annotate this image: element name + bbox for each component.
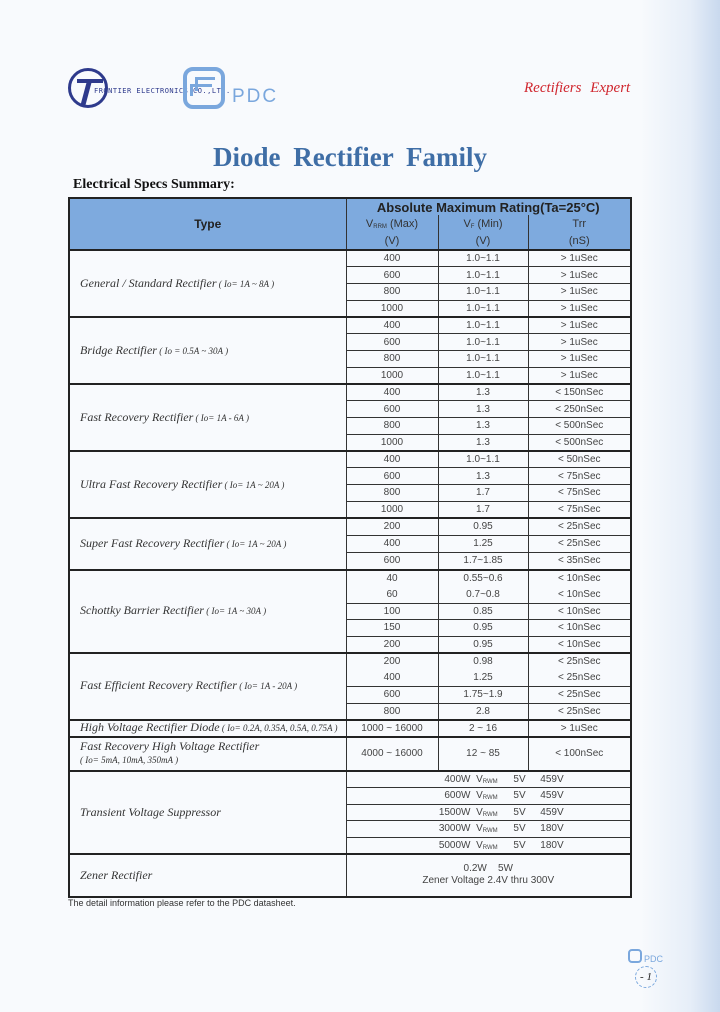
cell-vrrm: 400 (346, 317, 438, 334)
col-header-abs-max: Absolute Maximum Rating(Ta=25°C) (346, 198, 631, 215)
cell-trr: < 150nSec (528, 384, 631, 401)
cell-trr: > 1uSec (528, 351, 631, 368)
page-title: Diode Rectifier Family (213, 142, 487, 172)
cell-trr: < 50nSec (528, 451, 631, 468)
cell-vf: 0.85 (438, 603, 528, 620)
type-name: Fast Recovery Rectifier ( Io= 1A - 6A ) (69, 384, 346, 451)
cell-trr: > 1uSec (528, 250, 631, 267)
cell-vrrm: 400 (346, 535, 438, 552)
cell-trr: < 500nSec (528, 434, 631, 451)
cell-vf: 0.55~0.6 (438, 570, 528, 587)
cell-vrrm: 200 (346, 518, 438, 535)
cell-vrrm: 100 (346, 603, 438, 620)
cell-trr: < 25nSec (528, 535, 631, 552)
cell-vf: 1.0~1.1 (438, 250, 528, 267)
cell-vf: 1.0~1.1 (438, 367, 528, 384)
cell-vrrm: 1000 (346, 434, 438, 451)
col-header-vrrm: $V_{RRM}$ (Max) (346, 215, 438, 233)
cell-trr: < 10nSec (528, 620, 631, 637)
cell-vf: 1.0~1.1 (438, 267, 528, 284)
cell-vf: 1.25 (438, 535, 528, 552)
cell-vf: 0.95 (438, 518, 528, 535)
col-header-type: Type (69, 198, 346, 250)
unit-vf: (V) (438, 233, 528, 250)
cell-vrrm: 800 (346, 703, 438, 720)
page-number: - 1 (635, 966, 657, 988)
cell-vf: 1.3 (438, 468, 528, 485)
cell-vf: 0.95 (438, 636, 528, 653)
type-name: General / Standard Rectifier ( Io= 1A ~ 8A ) (69, 250, 346, 317)
type-name: Zener Rectifier (69, 854, 346, 897)
type-name: Transient Voltage Suppressor (69, 771, 346, 854)
cell-vrrm: 400 (346, 250, 438, 267)
cell-vf: 1.7~1.85 (438, 553, 528, 570)
cell-vrrm: 1000 ~ 16000 (346, 720, 438, 737)
cell-vrrm: 400 (346, 451, 438, 468)
section-subtitle: Electrical Specs Summary: (73, 177, 235, 192)
unit-vrrm: (V) (346, 233, 438, 250)
table-row (69, 384, 631, 401)
cell-vrrm: 600 (346, 468, 438, 485)
cell-trr: < 100nSec (528, 737, 631, 771)
table-row (69, 250, 631, 267)
cell-trr: < 10nSec (528, 636, 631, 653)
cell-trr: > 1uSec (528, 334, 631, 351)
type-name: Ultra Fast Recovery Rectifier ( Io= 1A ~ 20A ) (69, 451, 346, 518)
cell-vf: 1.3 (438, 418, 528, 435)
col-header-vf: $V_F$ (Min) (438, 215, 528, 233)
cell-trr: < 25nSec (528, 653, 631, 670)
type-name: Fast Efficient Recovery Rectifier ( Io= 1A - 20A ) (69, 653, 346, 720)
cell-trr: > 1uSec (528, 284, 631, 301)
specs-table (68, 197, 632, 898)
cell-vf: 1.75~1.9 (438, 686, 528, 703)
cell-vf: 0.7~0.8 (438, 586, 528, 603)
company-logo-text: FRONTIER ELECTRONICS CO.,LTD. (94, 87, 231, 95)
footnote: The detail information please refer to the PDC datasheet. (68, 898, 296, 908)
cell-trr: > 1uSec (528, 367, 631, 384)
cell-vrrm: 800 (346, 351, 438, 368)
cell-vrrm: 1000 (346, 367, 438, 384)
table-row (69, 653, 631, 670)
cell-vrrm: 600 (346, 686, 438, 703)
cell-vrrm: 800 (346, 485, 438, 502)
tvs-spec: 5000W $V_{RWM}$ 5V 180V (346, 837, 631, 854)
cell-vf: 1.0~1.1 (438, 284, 528, 301)
cell-trr: < 25nSec (528, 518, 631, 535)
cell-trr: < 25nSec (528, 686, 631, 703)
tvs-spec: 400W $V_{RWM}$ 5V 459V (346, 771, 631, 788)
tvs-spec: 1500W $V_{RWM}$ 5V 459V (346, 804, 631, 821)
cell-vf: 1.0~1.1 (438, 334, 528, 351)
zener-spec: 0.2W 5W Zener Voltage 2.4V thru 300V (346, 854, 631, 897)
cell-trr: > 1uSec (528, 317, 631, 334)
cell-vrrm: 600 (346, 401, 438, 418)
cell-vf: 1.0~1.1 (438, 451, 528, 468)
cell-trr: < 35nSec (528, 553, 631, 570)
tvs-spec: 3000W $V_{RWM}$ 5V 180V (346, 821, 631, 838)
cell-vrrm: 200 (346, 653, 438, 670)
table-row (69, 720, 631, 737)
cell-vf: 1.0~1.1 (438, 317, 528, 334)
type-name: Super Fast Recovery Rectifier ( Io= 1A ~ 20A ) (69, 518, 346, 570)
cell-trr: < 10nSec (528, 570, 631, 587)
cell-vf: 1.7 (438, 485, 528, 502)
type-name: Fast Recovery High Voltage Rectifier ( Io= 5mA, 10mA, 350mA ) (69, 737, 346, 771)
cell-trr: < 250nSec (528, 401, 631, 418)
cell-vf: 2.8 (438, 703, 528, 720)
cell-trr: > 1uSec (528, 267, 631, 284)
cell-vrrm: 400 (346, 384, 438, 401)
cell-vrrm: 40 (346, 570, 438, 587)
type-name: Bridge Rectifier ( Io = 0.5A ~ 30A ) (69, 317, 346, 384)
cell-vf: 1.3 (438, 384, 528, 401)
cell-trr: > 1uSec (528, 300, 631, 317)
cell-trr: < 10nSec (528, 603, 631, 620)
cell-trr: < 75nSec (528, 501, 631, 518)
cell-vrrm: 150 (346, 620, 438, 637)
cell-vf: 1.7 (438, 501, 528, 518)
cell-vrrm: 1000 (346, 501, 438, 518)
cell-vrrm: 600 (346, 267, 438, 284)
cell-trr: < 25nSec (528, 670, 631, 687)
cell-trr: < 10nSec (528, 586, 631, 603)
cell-vrrm: 800 (346, 418, 438, 435)
table-row (69, 570, 631, 587)
cell-vf: 1.0~1.1 (438, 300, 528, 317)
table-row (69, 518, 631, 535)
cell-trr: < 75nSec (528, 468, 631, 485)
cell-trr: > 1uSec (528, 720, 631, 737)
table-row (69, 737, 631, 771)
cell-vrrm: 4000 ~ 16000 (346, 737, 438, 771)
cell-vf: 0.95 (438, 620, 528, 637)
cell-trr: < 75nSec (528, 485, 631, 502)
cell-vf: 0.98 (438, 653, 528, 670)
tagline: Rectifiers Expert (524, 80, 631, 96)
cell-vrrm: 400 (346, 670, 438, 687)
unit-trr: (nS) (528, 233, 631, 250)
tvs-spec: 600W $V_{RWM}$ 5V 459V (346, 787, 631, 804)
cell-vrrm: 200 (346, 636, 438, 653)
brand-name: PDC (232, 86, 279, 107)
type-name: High Voltage Rectifier Diode ( Io= 0.2A, 0.35A, 0.5A, 0.75A ) (69, 720, 346, 737)
cell-trr: < 500nSec (528, 418, 631, 435)
cell-vf: 12 ~ 85 (438, 737, 528, 771)
cell-vrrm: 1000 (346, 300, 438, 317)
table-row (69, 317, 631, 334)
cell-vf: 2 ~ 16 (438, 720, 528, 737)
cell-vf: 1.3 (438, 434, 528, 451)
cell-vrrm: 600 (346, 553, 438, 570)
zener-row (69, 854, 631, 897)
cell-vrrm: 800 (346, 284, 438, 301)
cell-vf: 1.3 (438, 401, 528, 418)
col-header-trr: Trr (528, 215, 631, 233)
cell-trr: < 25nSec (528, 703, 631, 720)
table-row (69, 451, 631, 468)
cell-vrrm: 600 (346, 334, 438, 351)
type-name: Schottky Barrier Rectifier ( Io= 1A ~ 30A ) (69, 570, 346, 653)
cell-vf: 1.0~1.1 (438, 351, 528, 368)
cell-vf: 1.25 (438, 670, 528, 687)
footer-brand: PDC (644, 954, 664, 964)
pdc-logo-icon (183, 67, 225, 109)
pdc-footer-logo-icon (628, 949, 642, 963)
cell-vrrm: 60 (346, 586, 438, 603)
tvs-row (69, 771, 631, 788)
